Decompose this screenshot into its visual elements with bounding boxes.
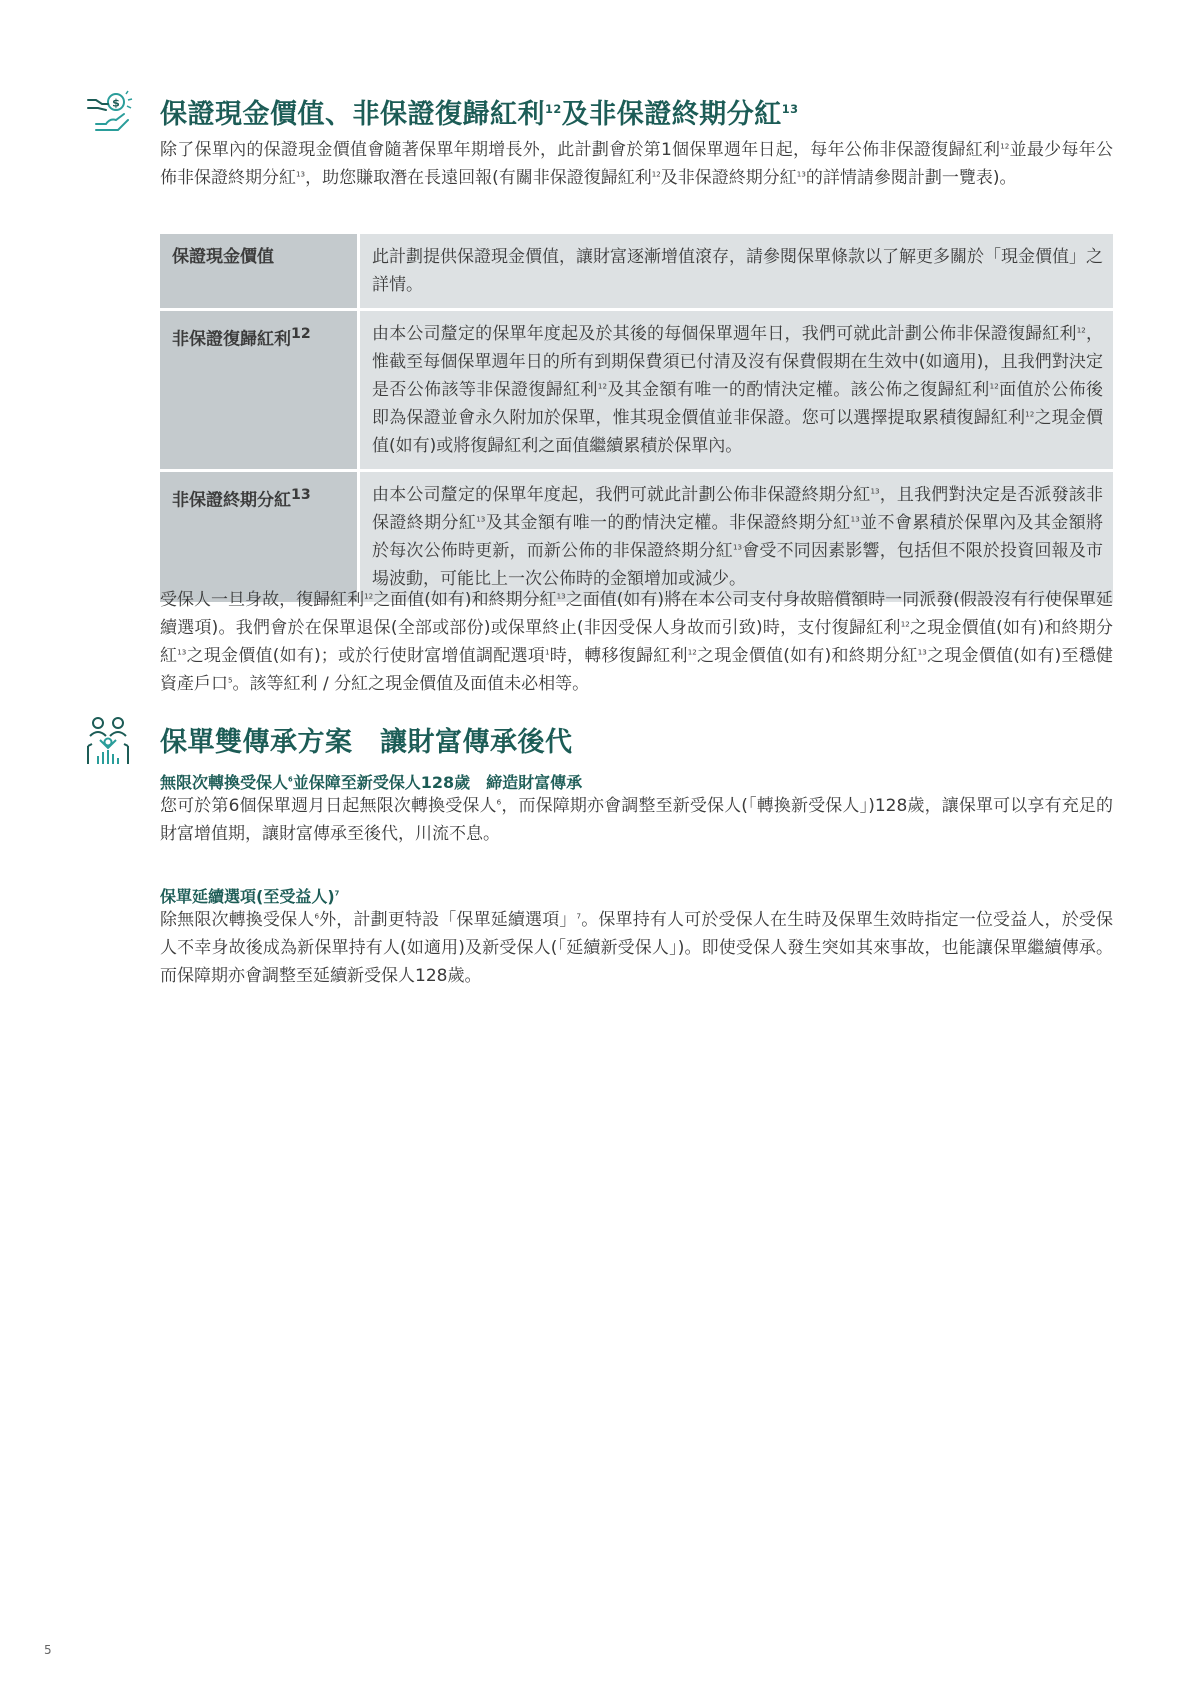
subheading-continuation-option: 保單延續選項(至受益人)$^7$ (160, 887, 340, 906)
row-description: 由本公司釐定的保單年度起及於其後的每個保單週年日，我們可就此計劃公佈非保證復歸紅利$^{12}$，惟截至每個保單週年日的所有到期保費須已付清及沒有保費假期在生效中(如適用)，且我們對決定是否公佈該等非保證復歸紅利$^{12}$及其金額有唯一的酌情決定權。該公佈之復歸紅利$^{12}$面值於公佈後即為保證並會永久附加於保單，惟其現金價值並非保證。您可以選擇提取累積復歸紅利$^{12}$之現金價值(如有)或將復歸紅利之面值繼續累積於保單內。 (360, 311, 1113, 469)
row-description: 由本公司釐定的保單年度起，我們可就此計劃公佈非保證終期分紅$^{13}$，且我們對決定是否派發該非保證終期分紅$^{13}$及其金額有唯一的酌情決定權。非保證終期分紅$^{13}$並不會累積於保單內及其金額將於每次公佈時更新，而新公佈的非保證終期分紅$^{13}$會受不同因素影響，包括但不限於投資回報及市場波動，可能比上一次公佈時的金額增加或減少。 (360, 472, 1113, 602)
table-row (160, 311, 1113, 469)
svg-text:$: $ (112, 96, 120, 110)
continuation-option-paragraph: 除無限次轉換受保人$^6$外，計劃更特設「保單延續選項」$^7$。保單持有人可於受保人在生時及保單生效時指定一位受益人，於受保人不幸身故後成為新保單持有人(如適用)及新受保人(「延續新受保人」)。即使受保人發生突如其來事故，也能讓保單繼續傳承。而保障期亦會調整至延續新受保人128歲。 (160, 910, 1114, 986)
after-table-paragraph: 受保人一旦身故，復歸紅利$^{12}$之面值(如有)和終期分紅$^{13}$之面值(如有)將在本公司支付身故賠償額時一同派發(假設沒有行使保單延續選項)。我們會於在保單退保(全部或部份)或保單終止(非因受保人身故而引致)時，支付復歸紅利$^{12}$之現金價值(如有)和終期分紅$^{13}$之現金價值(如有)；或於行使財富增值調配選項$^1$時，轉移復歸紅利$^{12}$之現金價值(如有)和終期分紅$^{13}$之現金價值(如有)至穩健資產戶口$^5$。該等紅利 / 分紅之現金價值及面值未必相等。 (160, 590, 1114, 694)
subheading-switch-insured: 無限次轉換受保人$^6$並保障至新受保人128歲 締造財富傳承 (160, 773, 583, 792)
section-title: 保單雙傳承方案 讓財富傳承後代 (160, 727, 573, 758)
switch-insured-paragraph: 您可於第6個保單週月日起無限次轉換受保人$^6$，而保障期亦會調整至新受保人(「轉換新受保人」)128歲，讓保單可以享有充足的財富增值期，讓財富傳承至後代，川流不息。 (160, 796, 1113, 844)
table-row (160, 234, 1113, 308)
row-label: 非保證復歸紅利$^{12}$ (160, 311, 360, 469)
bonus-table (160, 231, 1113, 605)
hand-coin-icon (86, 88, 134, 136)
section-title: 保證現金價值、非保證復歸紅利$^{12}$及非保證終期分紅$^{13}$ (160, 99, 799, 130)
page-number: 5 (44, 1643, 52, 1657)
row-description: 此計劃提供保證現金價值，讓財富逐漸增值滾存，請參閱保單條款以了解更多關於「現金價值」之詳情。 (360, 234, 1113, 308)
row-label: 保證現金價值 (160, 234, 360, 308)
table-row (160, 472, 1113, 602)
family-succession-icon (86, 716, 134, 768)
row-label: 非保證終期分紅$^{13}$ (160, 472, 360, 602)
intro-paragraph: 除了保單內的保證現金價值會隨著保單年期增長外，此計劃會於第1個保單週年日起，每年公佈非保證復歸紅利$^{12}$並最少每年公佈非保證終期分紅$^{13}$，助您賺取潛在長遠回報(有關非保證復歸紅利$^{12}$及非保證終期分紅$^{13}$的詳情請參閱計劃一覽表)。 (160, 140, 1113, 188)
